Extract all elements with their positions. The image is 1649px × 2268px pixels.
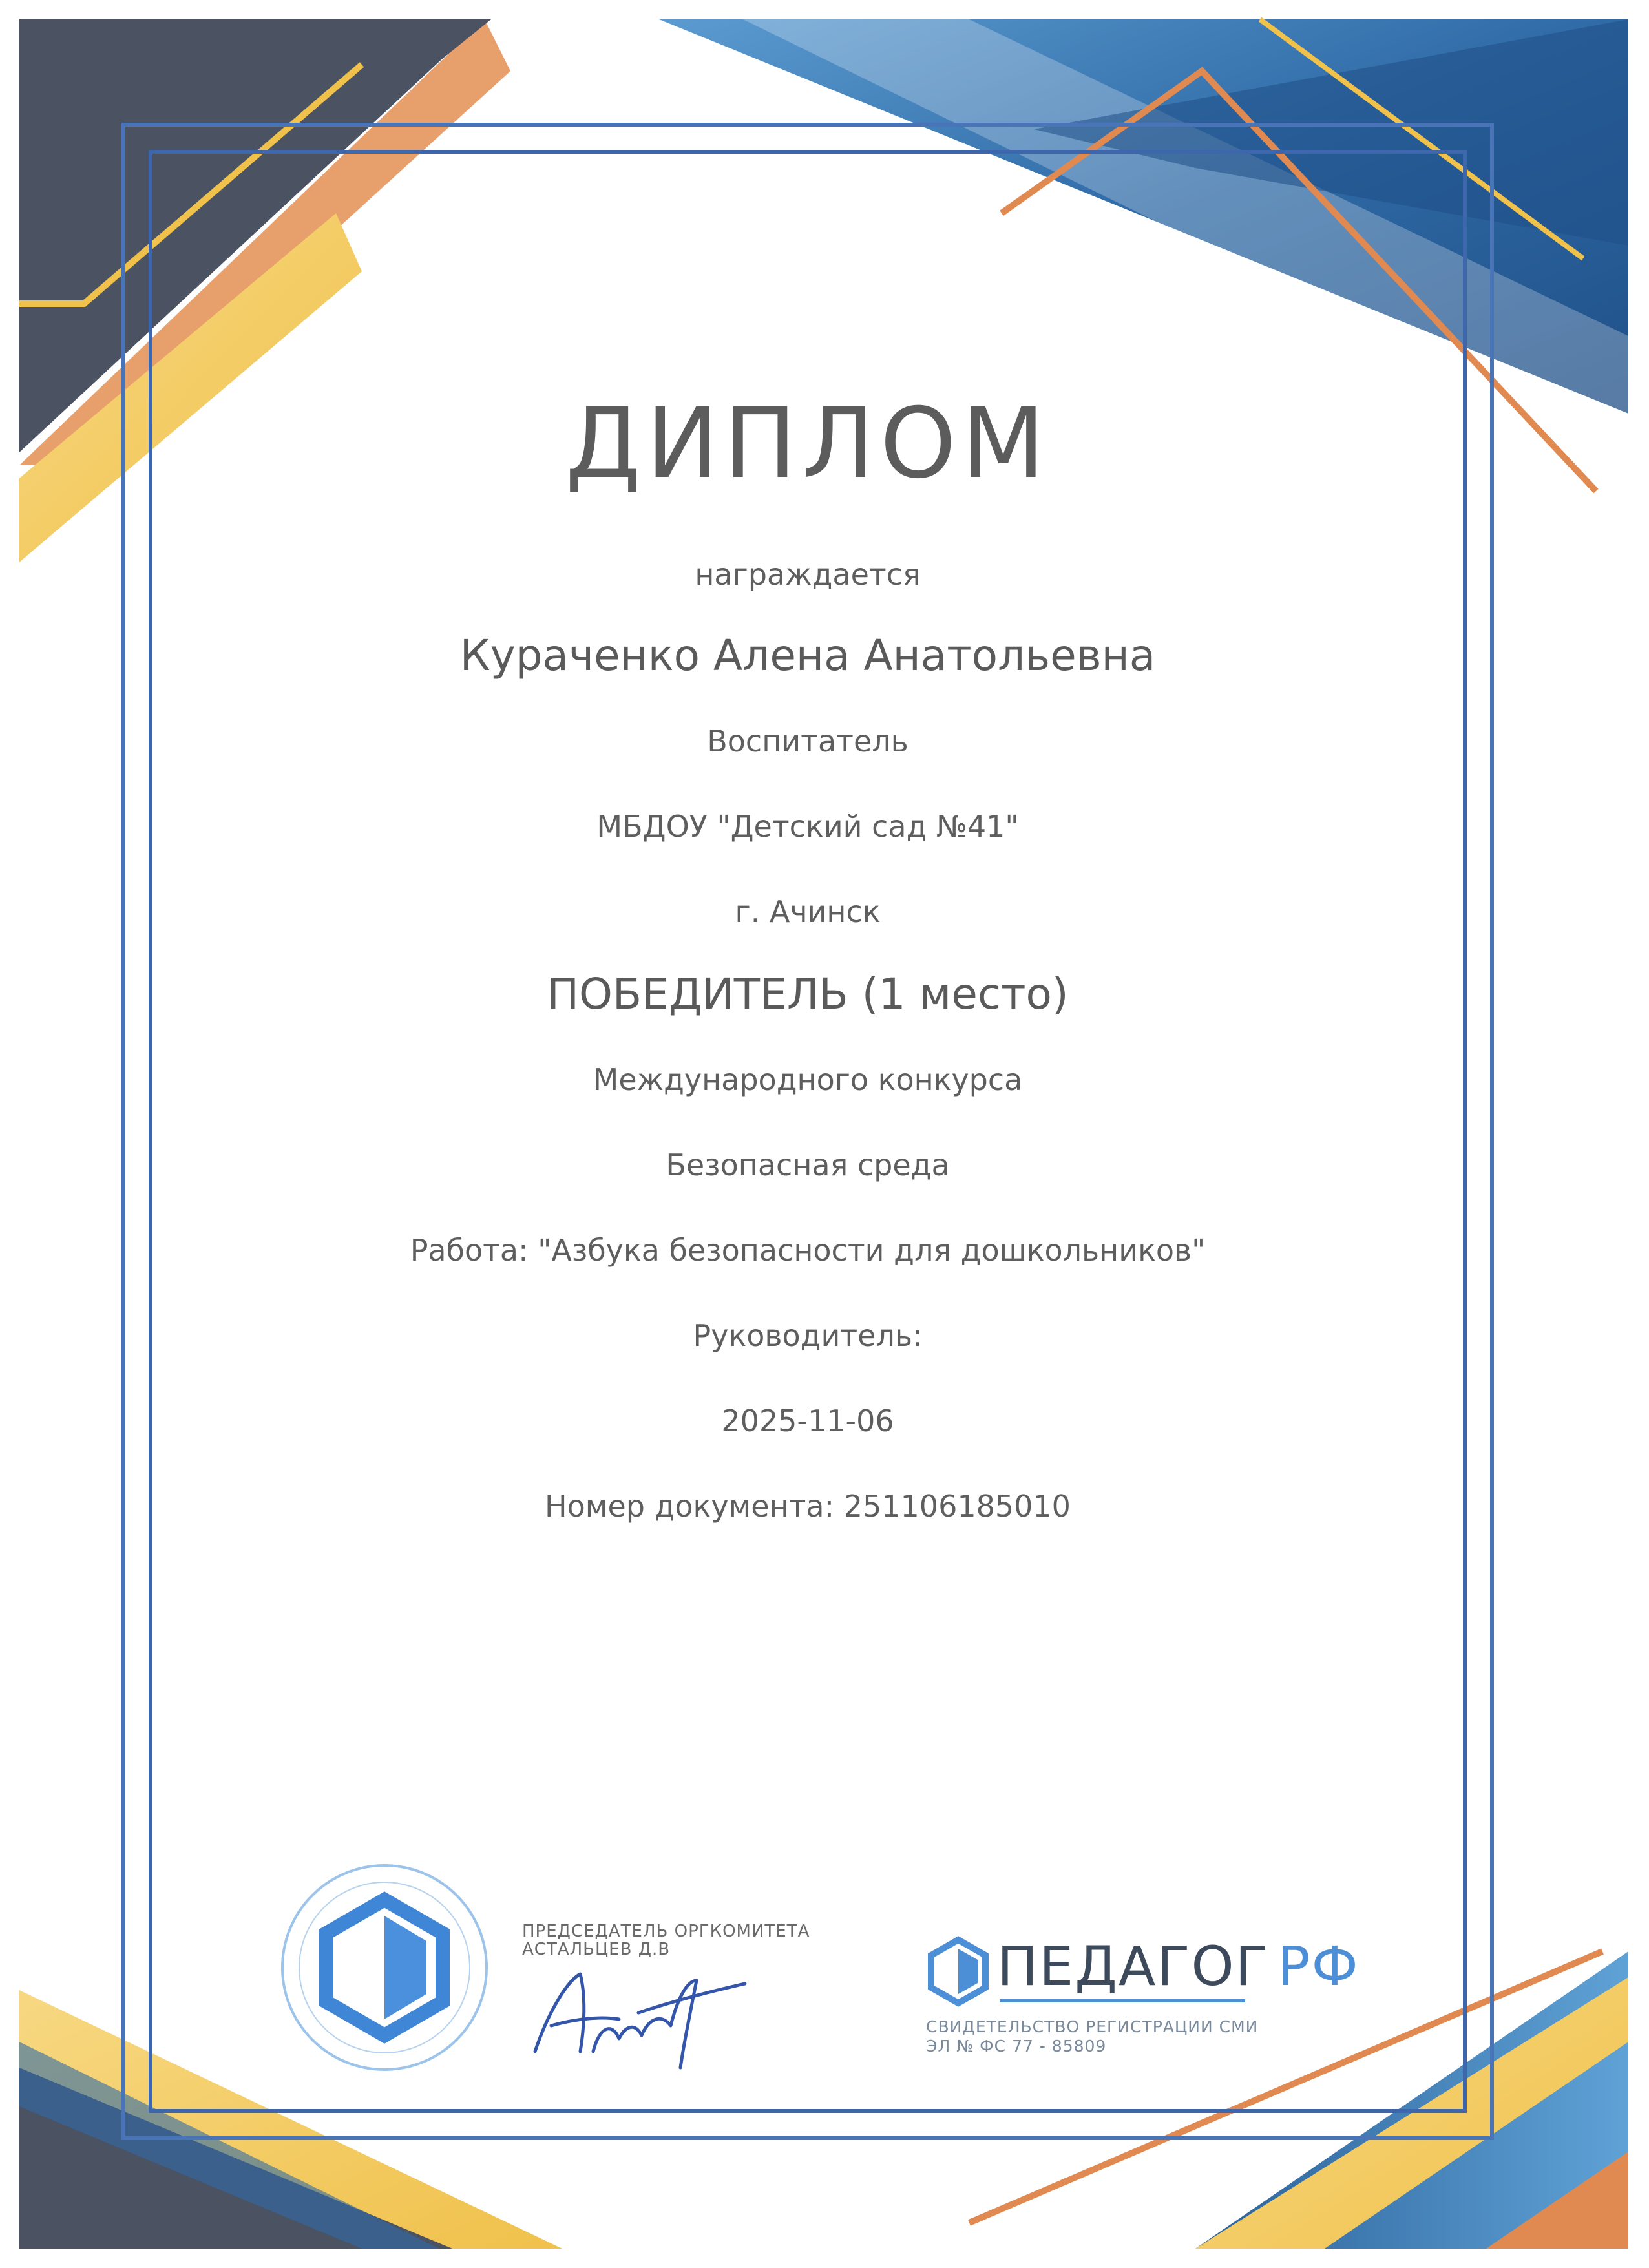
document-number: Номер документа: 251106185010: [545, 1489, 1071, 1524]
logo-wordmark: [997, 1935, 1360, 1998]
logo-name: ПЕДАГОГ: [997, 1935, 1270, 1998]
logo-underline: [1000, 1999, 1245, 2002]
recipient-name: Кураченко Алена Анатольевна: [459, 631, 1156, 680]
logo-registration: [926, 2017, 1258, 2056]
signature-block: [522, 1922, 858, 1958]
pedagog-rf-logo: [921, 1932, 1360, 2068]
signature-title: ПРЕДСЕДАТЕЛЬ ОРГКОМИТЕТА: [522, 1922, 810, 1941]
recipient-city: г. Ачинск: [735, 894, 881, 929]
contest-type: Международного конкурса: [593, 1062, 1023, 1097]
awarded-label: награждается: [695, 557, 921, 592]
recipient-position: Воспитатель: [707, 724, 909, 759]
registration-line-2: ЭЛ № ФС 77 - 85809: [926, 2037, 1107, 2055]
handwritten-signature: [522, 1955, 755, 2071]
recipient-organization: МБДОУ "Детский сад №41": [596, 809, 1019, 844]
supervisor-label: Руководитель:: [693, 1318, 923, 1353]
registration-line-1: СВИДЕТЕЛЬСТВО РЕГИСТРАЦИИ СМИ: [926, 2017, 1259, 2036]
contest-name: Безопасная среда: [666, 1148, 950, 1182]
diploma-title: ДИПЛОМ: [565, 388, 1051, 500]
award-date: 2025-11-06: [721, 1403, 894, 1438]
logo-name-accent: РФ: [1277, 1935, 1360, 1998]
work-title: Работа: "Азбука безопасности для дошкольников": [410, 1233, 1206, 1268]
organization-seal: [278, 1861, 491, 2074]
award-result: ПОБЕДИТЕЛЬ (1 место): [547, 969, 1069, 1019]
signature-name: АСТАЛЬЦЕВ Д.В: [522, 1940, 671, 1959]
hexagon-logo-icon: [926, 1936, 991, 2007]
